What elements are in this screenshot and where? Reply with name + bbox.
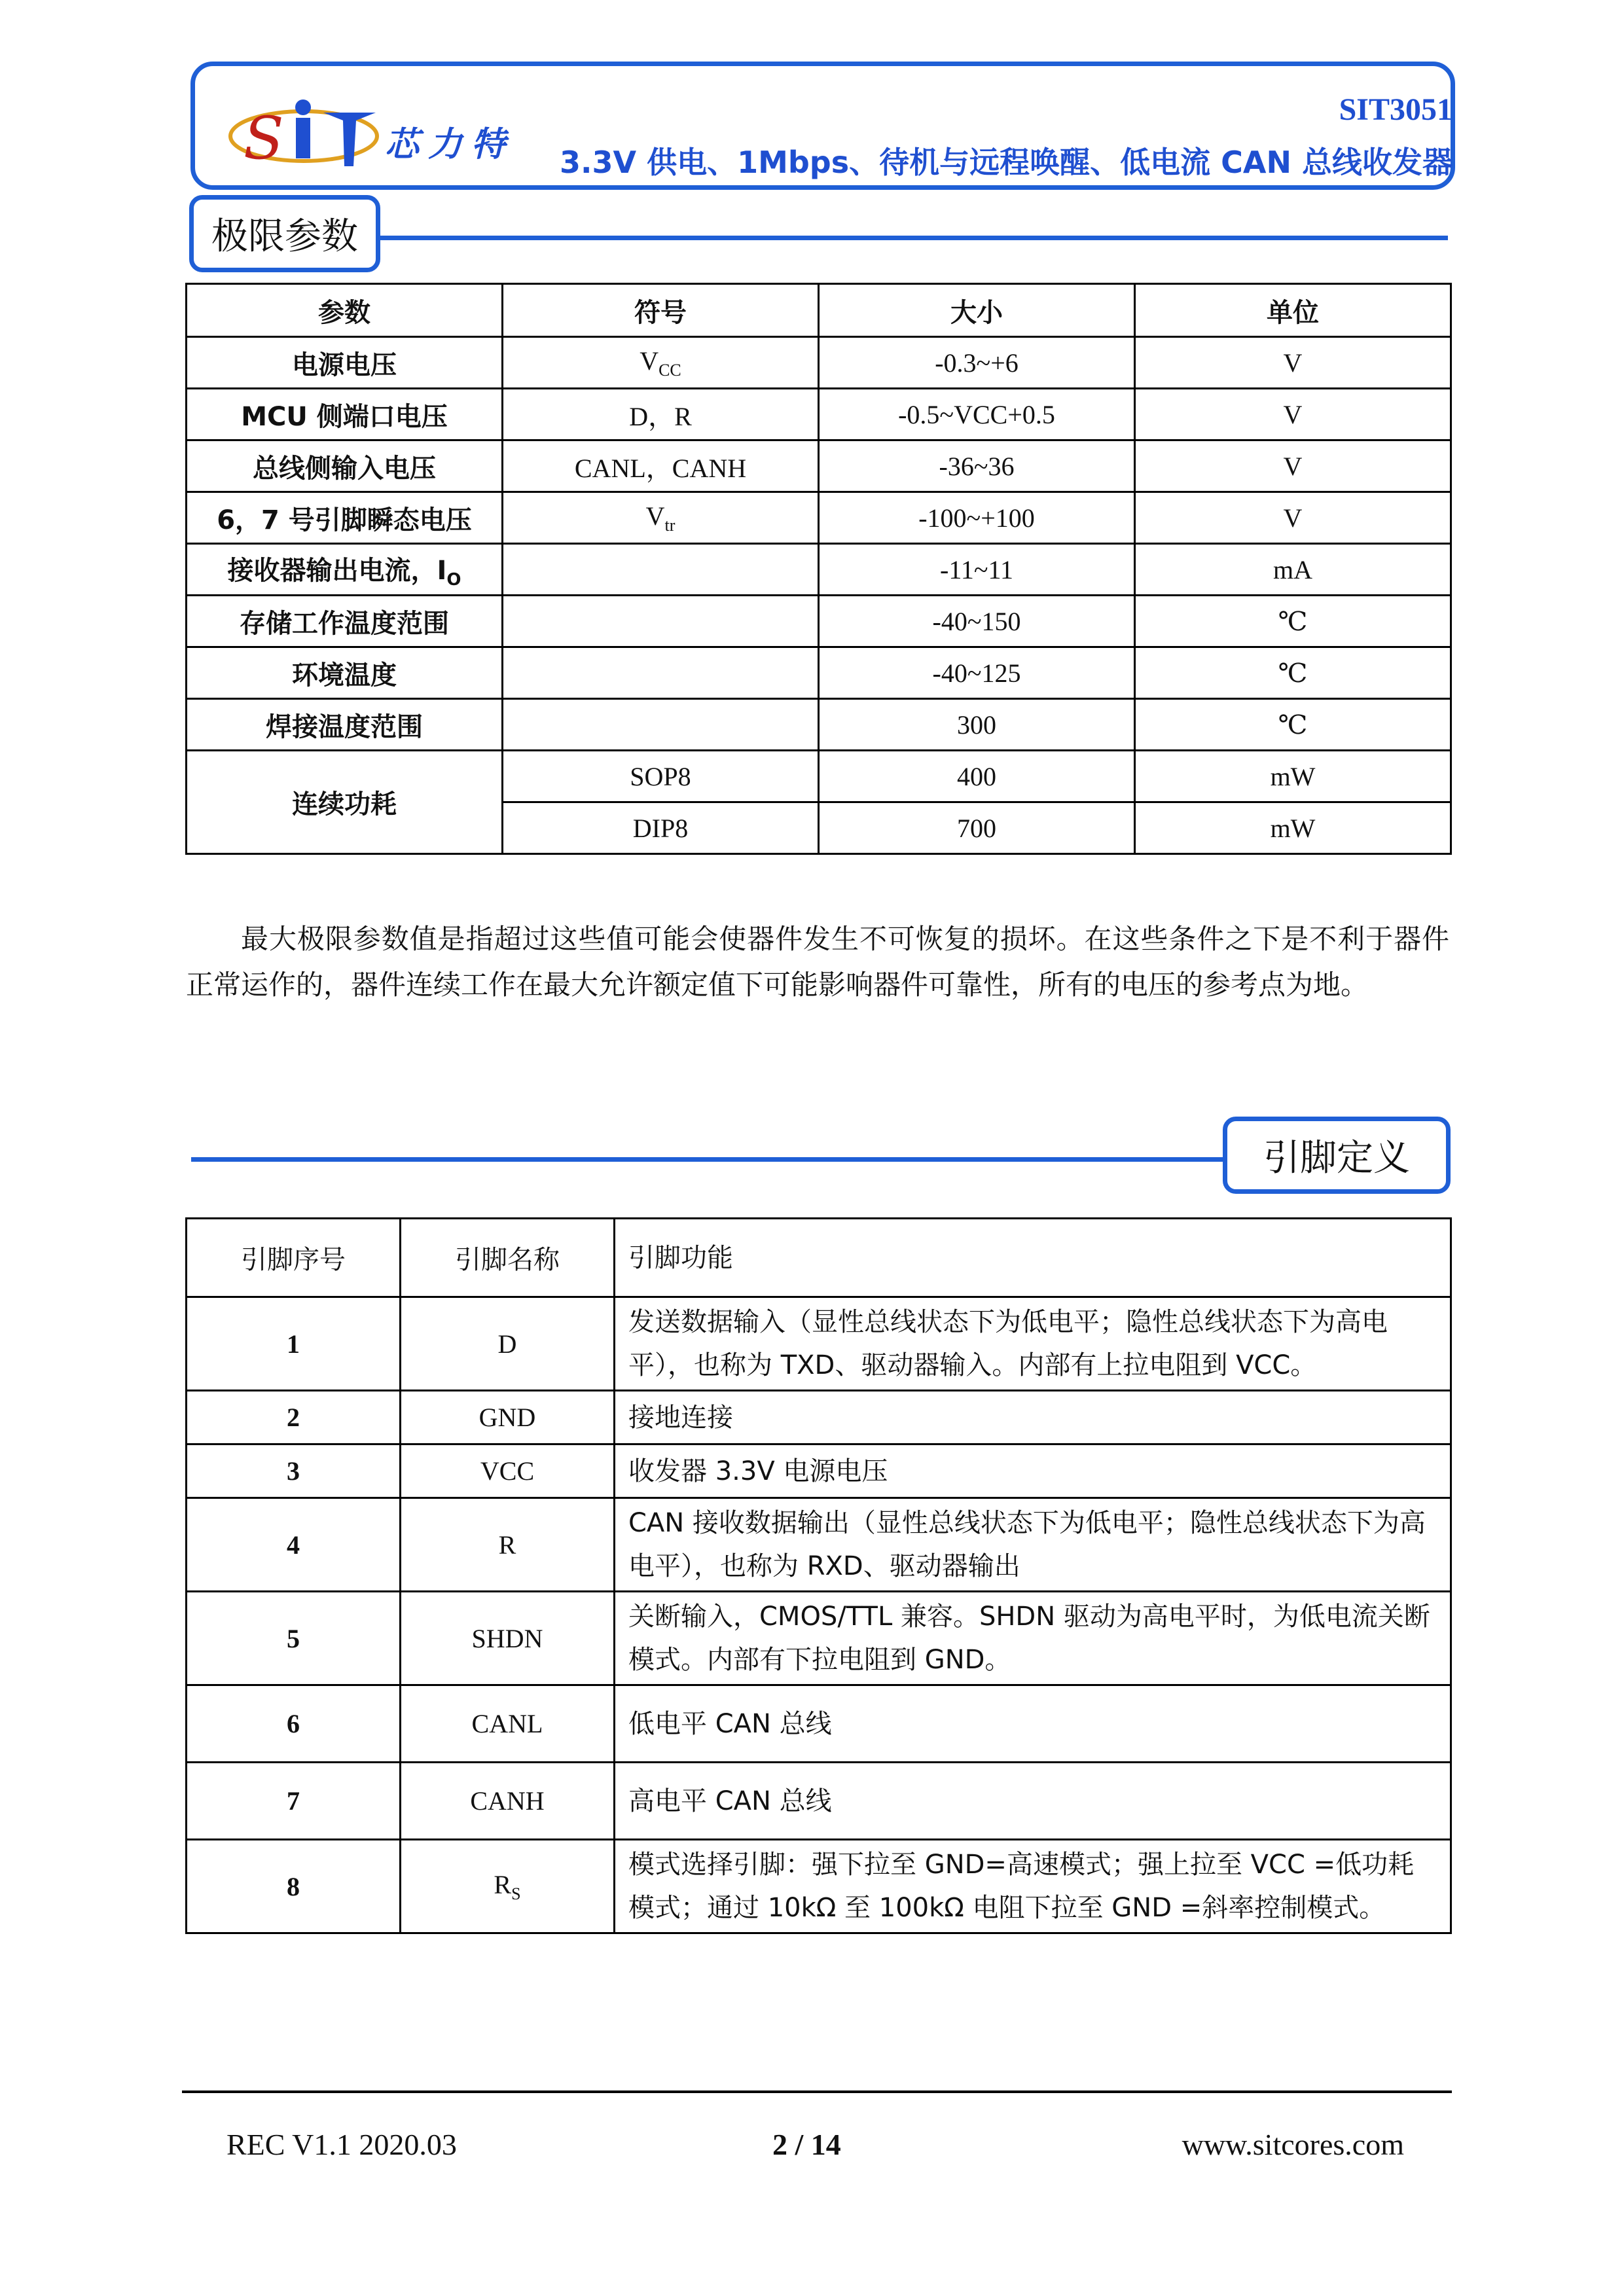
param-cell: 电源电压: [187, 337, 503, 389]
footer-rule: [182, 2090, 1452, 2093]
table-row: [187, 699, 1451, 751]
unit-cell: ℃: [1135, 699, 1451, 751]
param-cell: 焊接温度范围: [187, 699, 503, 751]
value-cell: -40~150: [819, 596, 1135, 647]
document-subtitle: 3.3V 供电、1Mbps、待机与远程唤醒、低电流 CAN 总线收发器: [559, 145, 1453, 180]
symbol-cell: D，R: [503, 389, 819, 440]
symbol-cell: [503, 544, 819, 596]
pin-number: 2: [187, 1391, 401, 1444]
pin-name: CANH: [401, 1763, 615, 1840]
table-row: [187, 596, 1451, 647]
unit-cell: mA: [1135, 544, 1451, 596]
value-cell: -0.3~+6: [819, 337, 1135, 389]
param-cell: 连续功耗: [187, 751, 503, 854]
pin-number: 5: [187, 1592, 401, 1685]
table-header-row: [187, 1219, 1451, 1297]
value-cell: 700: [819, 802, 1135, 854]
pin-function: 高电平 CAN 总线: [615, 1763, 1451, 1840]
footer-url[interactable]: www.sitcores.com: [1182, 2128, 1404, 2161]
table-row: [187, 1592, 1451, 1685]
value-cell: -100~+100: [819, 492, 1135, 544]
pin-number: 4: [187, 1498, 401, 1592]
table-row: [187, 544, 1451, 596]
pin-function: CAN 接收数据输出（显性总线状态下为低电平；隐性总线状态下为高电平），也称为 RXD、驱动器输出: [615, 1498, 1451, 1592]
symbol-cell: DIP8: [503, 802, 819, 854]
param-cell: 总线侧输入电压: [187, 440, 503, 492]
pin-number: 6: [187, 1685, 401, 1763]
pin-name: SHDN: [401, 1592, 615, 1685]
table-row: [187, 1297, 1451, 1391]
table-row: [187, 1444, 1451, 1498]
table-row: [187, 1763, 1451, 1840]
table-row: [187, 440, 1451, 492]
value-cell: 300: [819, 699, 1135, 751]
value-cell: 400: [819, 751, 1135, 802]
symbol-cell: $V_{CC}$: [503, 337, 819, 389]
symbol-cell: CANL，CANH: [503, 440, 819, 492]
symbol-cell: SOP8: [503, 751, 819, 802]
table-row: [187, 647, 1451, 699]
pin-name: CANL: [401, 1685, 615, 1763]
param-cell: 接收器输出电流，$I_O$: [187, 544, 503, 596]
pin-name: $R_S$: [401, 1840, 615, 1933]
value-cell: -11~11: [819, 544, 1135, 596]
unit-cell: mW: [1135, 802, 1451, 854]
pin-function: 收发器 3.3V 电源电压: [615, 1444, 1451, 1498]
table-row: [187, 1391, 1451, 1444]
unit-cell: V: [1135, 440, 1451, 492]
column-header: 大小: [819, 284, 1135, 337]
pin-function: 发送数据输入（显性总线状态下为低电平；隐性总线状态下为高电平），也称为 TXD、驱动器输入。内部有上拉电阻到 VCC。: [615, 1297, 1451, 1391]
table-header-row: [187, 284, 1451, 337]
footer-page-number: 2 / 14: [772, 2128, 841, 2161]
section-heading-abs-max: 极限参数: [189, 195, 380, 272]
unit-cell: V: [1135, 337, 1451, 389]
pin-number: 8: [187, 1840, 401, 1933]
footer-revision: REC V1.1 2020.03: [226, 2128, 457, 2161]
section-rule: [380, 236, 1448, 240]
pin-function: 接地连接: [615, 1391, 1451, 1444]
pin-number: 7: [187, 1763, 401, 1840]
table-row: [187, 751, 1451, 802]
table-row: [187, 389, 1451, 440]
pin-name: R: [401, 1498, 615, 1592]
column-header: 引脚序号: [187, 1219, 401, 1297]
table-row: [187, 492, 1451, 544]
pin-function: 模式选择引脚：强下拉至 GND=高速模式；强上拉至 VCC =低功耗模式；通过 10kΩ 至 100kΩ 电阻下拉至 GND =斜率控制模式。: [615, 1840, 1451, 1933]
abs-max-table: [185, 283, 1452, 855]
param-cell: MCU 侧端口电压: [187, 389, 503, 440]
unit-cell: V: [1135, 389, 1451, 440]
param-cell: 6，7 号引脚瞬态电压: [187, 492, 503, 544]
unit-cell: ℃: [1135, 647, 1451, 699]
pin-name: VCC: [401, 1444, 615, 1498]
pin-number: 3: [187, 1444, 401, 1498]
table-row: [187, 1840, 1451, 1933]
column-header: 引脚功能: [615, 1219, 1451, 1297]
param-cell: 环境温度: [187, 647, 503, 699]
unit-cell: mW: [1135, 751, 1451, 802]
unit-cell: ℃: [1135, 596, 1451, 647]
column-header: 符号: [503, 284, 819, 337]
value-cell: -36~36: [819, 440, 1135, 492]
pin-name: D: [401, 1297, 615, 1391]
symbol-cell: [503, 699, 819, 751]
symbol-cell: $V_{tr}$: [503, 492, 819, 544]
column-header: 参数: [187, 284, 503, 337]
section-heading-pins: 引脚定义: [1223, 1117, 1451, 1194]
unit-cell: V: [1135, 492, 1451, 544]
param-cell: 存储工作温度范围: [187, 596, 503, 647]
value-cell: -0.5~VCC+0.5: [819, 389, 1135, 440]
column-header: 引脚名称: [401, 1219, 615, 1297]
section-rule: [191, 1157, 1225, 1162]
pin-function: 低电平 CAN 总线: [615, 1685, 1451, 1763]
pin-table: [185, 1217, 1452, 1934]
column-header: 单位: [1135, 284, 1451, 337]
symbol-cell: [503, 596, 819, 647]
symbol-cell: [503, 647, 819, 699]
abs-max-note: 最大极限参数值是指超过这些值可能会使器件发生不可恢复的损坏。在这些条件之下是不利于器件正常运作的，器件连续工作在最大允许额定值下可能影响器件可靠性，所有的电压的参考点为地。: [186, 923, 1449, 1001]
logo-letter-s: S: [244, 104, 284, 170]
table-row: [187, 1498, 1451, 1592]
value-cell: -40~125: [819, 647, 1135, 699]
part-number: SIT3051: [1339, 92, 1453, 127]
company-logo: [225, 98, 382, 170]
table-row: [187, 337, 1451, 389]
pin-number: 1: [187, 1297, 401, 1391]
company-name: 芯力特: [385, 125, 515, 164]
pin-name: GND: [401, 1391, 615, 1444]
pin-function: 关断输入，CMOS/TTL 兼容。SHDN 驱动为高电平时，为低电流关断模式。内部有下拉电阻到 GND。: [615, 1592, 1451, 1685]
table-row: [187, 1685, 1451, 1763]
